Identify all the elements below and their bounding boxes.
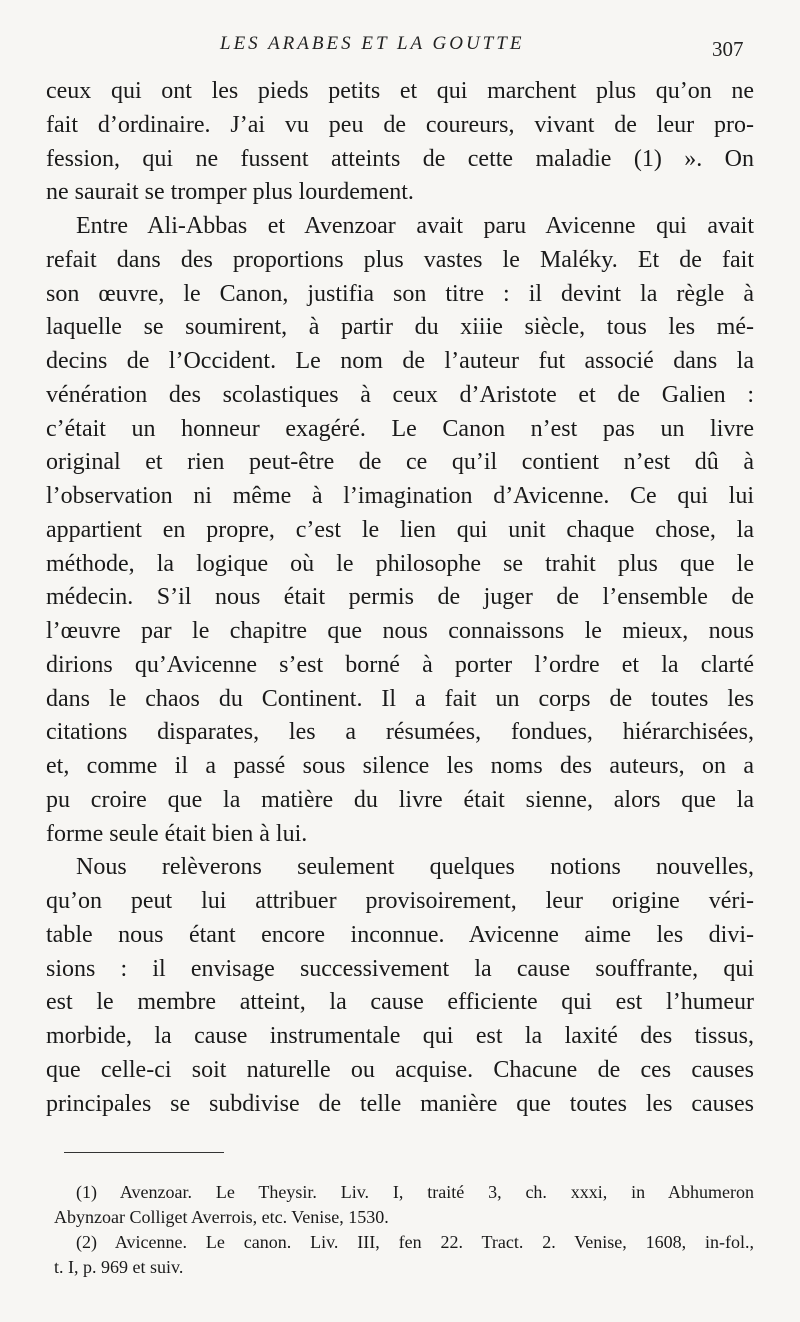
text-line: principales se subdivise de telle manière que toutes les causes [46,1090,754,1117]
text-line: l’œuvre par le chapitre que nous connaissons le mieux, nous [46,618,754,644]
text-line: ceux qui ont les pieds petits et qui marchent plus qu’on ne [46,78,754,104]
page-number: 307 [712,37,744,61]
footnote-line: (2) Avicenne. Le canon. Liv. III, fen 22. Tract. 2. Venise, 1608, in-fol., [76,1232,754,1252]
text-line: fait d’ordinaire. J’ai vu peu de coureurs, vivant de leur pro- [46,111,754,138]
footnotes [54,1180,754,1280]
body-text [46,75,754,1121]
text-line: dans le chaos du Continent. Il a fait un corps de toutes les [46,685,754,712]
text-line: original et rien peut-être de ce qu’il contient n’est dû à [46,449,754,476]
text-line: vénération des scolastiques à ceux d’Aristote et de Galien : [46,381,754,408]
text-line: l’observation ni même à l’imagination d’Avicenne. Ce qui lui [46,483,754,509]
text-line: citations disparates, les a résumées, fondues, hiérarchisées, [46,719,754,746]
text-line: appartient en propre, c’est le lien qui unit chaque chose, la [46,516,754,543]
footnote-line: Abynzoar Colliget Averrois, etc. Venise, 1530. [54,1207,389,1227]
text-line: refait dans des proportions plus vastes le Maléky. Et de fait [46,246,754,273]
text-line: médecin. S’il nous était permis de juger de l’ensemble de [46,584,754,611]
text-line: c’était un honneur exagéré. Le Canon n’est pas un livre [46,415,754,442]
text-line: que celle-ci soit naturelle ou acquise. Chacune de ces causes [46,1056,754,1083]
footnote-divider [64,1152,224,1153]
text-line: morbide, la cause instrumentale qui est la laxité des tissus, [46,1023,754,1049]
text-line: ne saurait se tromper plus lourdement. [46,179,414,206]
text-line: sions : il envisage successivement la cause souffrante, qui [46,955,754,982]
text-line: table nous étant encore inconnue. Avicenne aime les divi- [46,921,754,948]
paragraph-first-line: Entre Ali-Abbas et Avenzoar avait paru Avicenne qui avait [76,213,754,239]
footnote-line: (1) Avenzoar. Le Theysir. Liv. I, traité 3, ch. xxxi, in Abhumeron [76,1182,754,1202]
footnote-line: t. I, p. 969 et suiv. [54,1257,184,1277]
paragraph-first-line: Nous relèverons seulement quelques notions nouvelles, [76,854,754,881]
text-line: forme seule était bien à lui. [46,820,308,847]
text-line: laquelle se soumirent, à partir du xiiie siècle, tous les mé- [46,314,754,341]
running-head [0,33,800,61]
text-line: dirions qu’Avicenne s’est borné à porter l’ordre et la clarté [46,651,754,678]
text-line: et, comme il a passé sous silence les noms des auteurs, on a [46,753,754,779]
running-title: LES ARABES ET LA GOUTTE [220,33,525,54]
text-line: decins de l’Occident. Le nom de l’auteur fut associé dans la [46,348,754,374]
text-line: est le membre atteint, la cause efficiente qui est l’humeur [46,989,754,1016]
text-line: son œuvre, le Canon, justifia son titre : il devint la règle à [46,280,754,307]
text-line: fession, qui ne fussent atteints de cette maladie (1) ». On [46,145,754,172]
text-line: qu’on peut lui attribuer provisoirement, leur origine véri- [46,888,754,914]
text-line: méthode, la logique où le philosophe se trahit plus que le [46,550,754,577]
text-line: pu croire que la matière du livre était sienne, alors que la [46,786,754,813]
